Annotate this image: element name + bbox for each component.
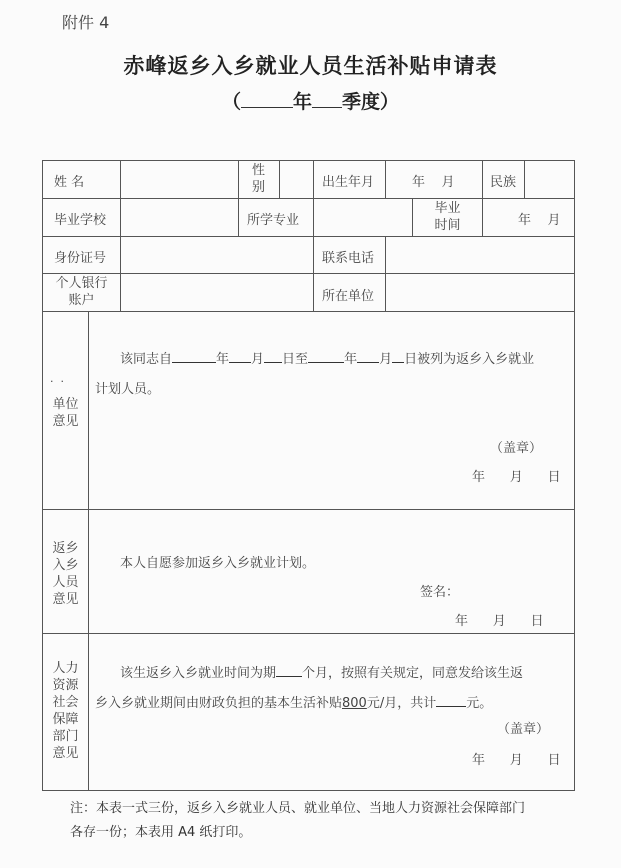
id-number-field[interactable] (121, 237, 312, 272)
unit-seal: （盖章） (490, 441, 543, 456)
unit-opinion-text (120, 346, 534, 367)
employer-field[interactable] (386, 274, 573, 310)
unit-day-1: 日至 (282, 352, 309, 367)
total-blank[interactable] (436, 690, 466, 707)
end-year-blank[interactable] (308, 346, 344, 363)
applicant-statement: 本人自愿参加返乡入乡就业计划。 (120, 556, 316, 571)
period-line (0, 87, 621, 114)
birth-label: 出生年月 (322, 175, 375, 190)
hr-seal: （盖章） (497, 722, 550, 737)
unit-month-2: 月 (379, 352, 393, 367)
hr-date[interactable]: 年 月 日 (472, 753, 561, 768)
hr-text-2: 个月，按照有关规定，同意发给该生返 (302, 666, 524, 681)
grid-line (385, 160, 386, 198)
phone-field[interactable] (386, 237, 573, 272)
unit-opinion-line2: 计划人员。 (95, 382, 161, 397)
id-number-label: 身份证号 (54, 251, 107, 266)
unit-year-1: 年 (216, 352, 230, 367)
start-month-blank[interactable] (229, 346, 251, 363)
end-day-blank[interactable] (392, 346, 404, 363)
grid-line (42, 790, 575, 791)
attachment-label: 附件 4 (62, 13, 110, 32)
subsidy-amount: 800 (342, 696, 367, 711)
period-year: 年 (292, 91, 312, 113)
major-label: 所学专业 (247, 213, 300, 228)
footnote-line2: 各存一份；本表用 A4 纸打印。 (70, 825, 252, 840)
applicant-opinion-label: 返乡 入乡 人员 意见 (52, 541, 79, 607)
unit-month-1: 月 (251, 352, 265, 367)
bank-account-label: 个人银行 账户 (55, 276, 108, 308)
start-year-blank[interactable] (172, 346, 216, 363)
grad-time-label: 毕业 时间 (434, 201, 461, 233)
birth-value[interactable]: 年 月 (412, 175, 455, 190)
unit-date[interactable]: 年 月 日 (472, 470, 561, 485)
grid-line (88, 311, 89, 790)
applicant-date[interactable]: 年 月 日 (455, 614, 544, 629)
period-quarter: 季度） (342, 91, 400, 113)
unit-text-2: 日被列为返乡入乡就业 (404, 352, 535, 367)
grid-line (574, 160, 575, 790)
unit-opinion-marker: · · (50, 375, 64, 388)
grid-line (238, 198, 239, 236)
hr-text-5: 元。 (466, 696, 493, 711)
grid-line (313, 160, 314, 311)
year-blank[interactable] (241, 91, 293, 108)
school-field[interactable] (121, 199, 237, 235)
employer-label: 所在单位 (322, 289, 375, 304)
end-month-blank[interactable] (357, 346, 379, 363)
months-blank[interactable] (276, 660, 302, 677)
unit-year-2: 年 (344, 352, 358, 367)
grid-line (42, 311, 575, 312)
hr-opinion-label: 人力 资源 社会 保障 部门 意见 (52, 661, 79, 761)
hr-text-1: 该生返乡入乡就业时间为期 (120, 666, 277, 681)
form-title: 赤峰返乡入乡就业人员生活补贴申请表 (123, 53, 498, 78)
phone-label: 联系电话 (322, 251, 375, 266)
bank-account-field[interactable] (121, 274, 312, 310)
hr-text-4: 元/月，共计 (366, 696, 437, 711)
applicant-signature-label: 签名： (420, 585, 460, 600)
footnote-line1: 注：本表一式三份，返乡入乡就业人员、就业单位、当地人力资源社会保障部门 (70, 801, 526, 816)
grid-line (42, 509, 575, 510)
school-label: 毕业学校 (54, 213, 107, 228)
period-open: （ (221, 91, 241, 113)
name-field[interactable] (121, 161, 237, 197)
quarter-blank[interactable] (312, 91, 342, 108)
name-label: 姓 名 (54, 175, 85, 190)
major-field[interactable] (314, 199, 411, 235)
hr-text-3: 乡入乡就业期间由财政负担的基本生活补贴 (95, 696, 343, 711)
grid-line (482, 160, 483, 236)
start-day-blank[interactable] (264, 346, 282, 363)
ethnicity-label: 民族 (490, 175, 517, 190)
grid-line (42, 633, 575, 634)
unit-text-1: 该同志自 (120, 352, 173, 367)
hr-opinion-line2 (95, 690, 492, 711)
ethnicity-field[interactable] (525, 161, 573, 197)
gender-field[interactable] (280, 161, 312, 197)
unit-opinion-label: 单位 意见 (52, 397, 79, 429)
gender-label: 性 别 (251, 163, 265, 195)
grad-time-value[interactable]: 年 月 (518, 213, 561, 228)
hr-opinion-text (120, 660, 523, 681)
